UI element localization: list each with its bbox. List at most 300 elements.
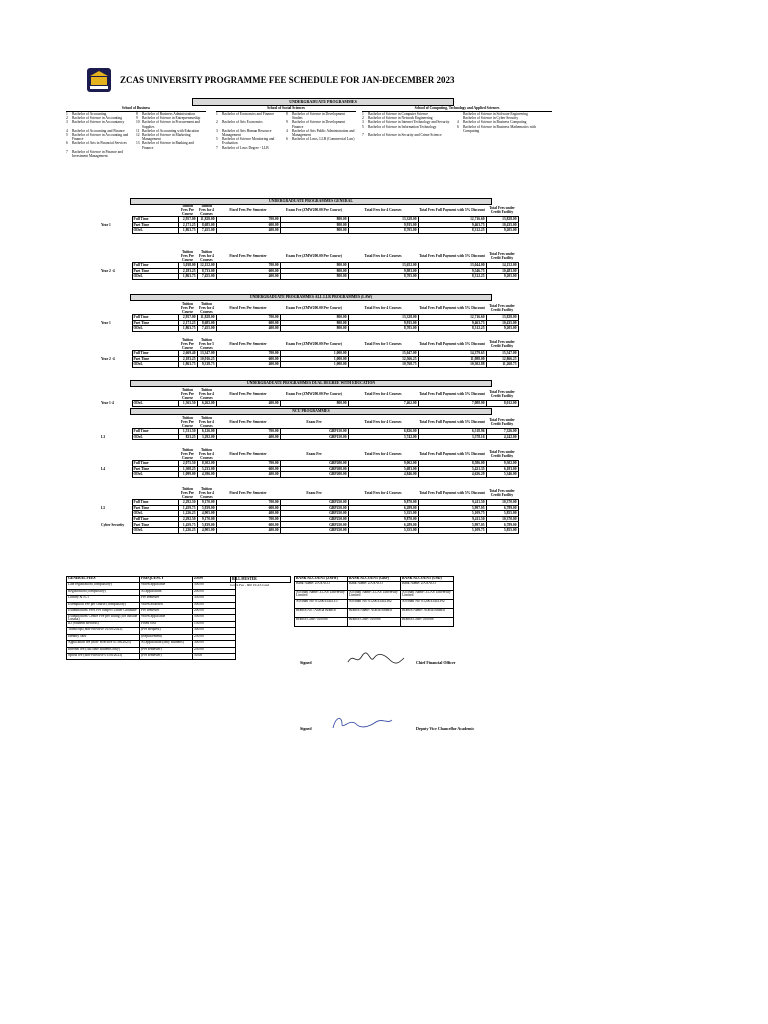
- bank-detail: Branch Code: 010088: [295, 618, 348, 627]
- fee-value: 1,000.00: [280, 351, 348, 357]
- fee-value: 7,455.00: [197, 326, 216, 332]
- fee-value: 9,502.00: [486, 461, 518, 467]
- fee-value: 600.00: [216, 222, 280, 228]
- column-header: Tuition Fees Per Course: [180, 250, 195, 262]
- programme-number: 5: [362, 124, 364, 129]
- fee-value: 400.00: [216, 527, 280, 533]
- fee-value: 3,038.00: [178, 263, 197, 269]
- fee-value: 9,463.75: [418, 222, 486, 228]
- row-group-label: Year 2 -4: [101, 268, 115, 273]
- column-header: Total Fees Full Payment with 5% Discount: [419, 342, 485, 346]
- column-header: Total Fees under Credit Facility: [489, 489, 515, 497]
- fee-value: 9,870.00: [348, 500, 418, 506]
- column-header: Exam Fee (ZMW200.00 Per Course): [286, 392, 342, 396]
- programme-number: 9: [286, 120, 288, 125]
- column-header: Exam Fee: [306, 452, 322, 456]
- fee-value: 7,326.00: [486, 429, 518, 435]
- fee-value: 800.00: [280, 228, 348, 234]
- programme-item: [286, 120, 356, 128]
- signature-label-dvc: Signed: [300, 726, 312, 731]
- university-logo-icon: [86, 67, 112, 93]
- fee-value: 5,855.00: [486, 511, 518, 517]
- column-header: Total Fees Full Payment with 5% Discount: [419, 452, 485, 456]
- table-row: [100, 326, 518, 332]
- fee-value: 1,531.50: [178, 429, 197, 435]
- programme-name: Bachelor of Science in Accountancy: [72, 120, 125, 125]
- fee-value: 9,002.00: [348, 461, 418, 467]
- programme-number: 6: [286, 137, 288, 142]
- table-row: [100, 362, 518, 368]
- programme-number: 5: [216, 137, 218, 142]
- column-header: [132, 448, 178, 461]
- school-programme-lists: [66, 106, 706, 194]
- column-header: Fixed Fees Per Semester: [229, 306, 267, 310]
- fee-amount: 250.00: [193, 647, 236, 653]
- fee-value: 9,870.00: [348, 516, 418, 522]
- study-mode: Full Time: [132, 351, 178, 357]
- fee-value: 5,355.00: [348, 527, 418, 533]
- bank-detail: Account No: 0120033441317: [295, 600, 348, 609]
- programme-number: 1: [66, 112, 68, 116]
- fee-value: 5,421.35: [418, 466, 486, 472]
- fee-value: 800.00: [280, 263, 348, 269]
- programme-name: Bachelor of Science in Business Computing: [463, 120, 527, 125]
- fee-value: 4,905.00: [197, 511, 216, 517]
- fee-value: 8,705.00: [348, 326, 418, 332]
- programme-number: 4: [66, 128, 68, 133]
- bill-muster-header: BILL MUSTER: [230, 576, 291, 583]
- column-header: Exam Fee (ZMW200.00 Per Course): [286, 342, 342, 346]
- column-header: Tuition Fees for 4 Courses: [199, 204, 214, 216]
- fee-value: 5,855.00: [486, 527, 518, 533]
- fee-value: 2,292.50: [178, 500, 197, 506]
- fee-name: Library & ICT: [67, 596, 140, 602]
- programme-number: 4: [286, 128, 288, 133]
- fee-value: 6,826.00: [348, 429, 418, 435]
- school-name: School of Business: [66, 106, 206, 112]
- study-mode: Part Time: [132, 505, 178, 511]
- fee-value: 4,396.00: [197, 472, 216, 478]
- table-row: [100, 401, 518, 407]
- bank-detail: Branch No.: Acacia Branch: [295, 609, 348, 618]
- programme-item: [362, 133, 457, 137]
- fee-value: 12,152.00: [197, 263, 216, 269]
- column-header: [132, 338, 178, 351]
- fee-value: GBP250.00: [280, 505, 348, 511]
- table-header-row: [100, 388, 518, 401]
- row-group-label: [100, 472, 132, 478]
- column-header: [100, 448, 132, 461]
- fee-value: 4,846.00: [348, 472, 418, 478]
- programme-number: 6: [66, 141, 68, 146]
- table-row: [100, 228, 518, 234]
- programme-name: Bachelor of Science in Procurement and Supplies: [142, 120, 200, 129]
- fee-value: 6,126.00: [197, 429, 216, 435]
- fee-name: Identity card: [67, 634, 140, 640]
- fee-value: 400.00: [216, 274, 280, 280]
- fee-value: 400.00: [216, 228, 280, 234]
- fee-value: 13,328.00: [348, 315, 418, 321]
- fee-name: Application fee (non- effective 01/08/2023): [67, 641, 140, 647]
- column-header: Total Fees under Credit Facility: [489, 304, 515, 312]
- fee-value: GBP250.00: [280, 527, 348, 533]
- fee-value: 700.00: [216, 263, 280, 269]
- fee-value: 1,000.00: [280, 356, 348, 362]
- column-header: Total Fees for 4 Courses: [364, 420, 402, 424]
- fee-value: 13,828.00: [486, 217, 518, 223]
- fee-value: 6,183.00: [486, 466, 518, 472]
- programme-name: Bachelor of Science in Internet Technology and Security: [368, 120, 450, 125]
- fee-value: 7,462.00: [348, 401, 418, 407]
- row-group-label: [100, 326, 132, 332]
- study-mode: ODeL: [132, 326, 178, 332]
- row-group-label: [100, 228, 132, 234]
- programme-item: [362, 125, 457, 133]
- programme-number: 2: [66, 116, 68, 121]
- fee-value: 12,716.60: [418, 217, 486, 223]
- programme-item: [136, 133, 206, 141]
- column-header: [100, 388, 132, 401]
- study-mode: Part Time: [132, 268, 178, 274]
- fee-value: 13,652.00: [348, 263, 418, 269]
- programme-name: Bachelor of Science in Network Engineering: [368, 116, 433, 121]
- fee-value: 5,346.00: [486, 472, 518, 478]
- programme-list: [216, 112, 356, 150]
- general-fees-table: [66, 576, 236, 660]
- programme-list: [66, 112, 206, 158]
- fee-value: 1,863.75: [178, 228, 197, 234]
- fee-frequency: Per semester: [140, 596, 193, 602]
- fee-value: 9,411.50: [418, 500, 486, 506]
- fee-value: 700.00: [216, 516, 280, 522]
- programme-item: [457, 125, 552, 133]
- undergrad-programmes-bar: UNDERGRADUATE PROGRAMMES: [192, 98, 454, 106]
- programme-name: Bachelor of Accounting with Education: [142, 128, 200, 133]
- column-header: Total Fees Full Payment with 5% Discount: [419, 491, 485, 495]
- column-header: Exam Fee (ZMW200.00 Per Course): [286, 208, 342, 212]
- fee-value: 1,565.50: [178, 401, 197, 407]
- programme-number: 7: [216, 145, 218, 150]
- fee-value: GBP200.00: [280, 472, 348, 478]
- fee-amount: 150.00: [193, 621, 236, 627]
- fee-value: 8,586.00: [418, 461, 486, 467]
- programme-number: 1: [216, 112, 218, 116]
- fee-frequency: When awarded: [140, 602, 193, 608]
- fee-value: 9,170.00: [197, 500, 216, 506]
- column-header: [100, 204, 132, 217]
- study-mode: ODeL: [132, 274, 178, 280]
- fee-name: Late registration (compulsory): [67, 583, 140, 589]
- llb-section-title: UNDERGRADUATE PROGRAMMES ALL LLB PROGRAMMES (LAW): [130, 294, 492, 301]
- study-mode: Full Time: [132, 429, 178, 435]
- fee-value: 700.00: [216, 351, 280, 357]
- fee-value: 700.00: [216, 429, 280, 435]
- fee-value: 2,171.25: [178, 320, 197, 326]
- dual-fee-table: [100, 388, 519, 407]
- programme-name: Bachelor of Science in Business Mathematics with Computing: [463, 124, 537, 133]
- fee-value: 8,312.25: [418, 326, 486, 332]
- column-header: Total Fees under Credit Facility: [489, 206, 515, 214]
- fee-frequency: (Replacement): [140, 634, 193, 640]
- column-header: Total Fees under Credit Facility: [489, 450, 515, 458]
- study-mode: Full Time: [132, 516, 178, 522]
- row-label: ODeL: [132, 401, 178, 407]
- fee-amount: 500.00: [193, 615, 236, 622]
- fee-value: 1,226.25: [178, 511, 197, 517]
- programme-name: Bachelor of Science in Software Engineering: [463, 112, 528, 116]
- fee-amount: 500.00: [193, 583, 236, 589]
- fee-value: 2,292.50: [178, 516, 197, 522]
- bank-detail: Branch Name: Acacia Branch: [348, 609, 401, 618]
- study-mode: ODeL: [132, 472, 178, 478]
- column-header: Fixed Fees Per Semester: [229, 342, 267, 346]
- fee-frequency: When applicable: [140, 583, 193, 589]
- fee-value: 9,463.75: [418, 320, 486, 326]
- fee-value: 2,957.00: [178, 217, 197, 223]
- row-group-label: [100, 274, 132, 280]
- fee-value: 700.00: [216, 461, 280, 467]
- general-fee-row: [67, 653, 236, 659]
- fee-value: 6,289.00: [348, 522, 418, 528]
- programme-item: [286, 137, 356, 145]
- signature-label-cfo: Signed: [300, 660, 312, 665]
- column-header: Tuition Fees for 5 Courses: [199, 338, 214, 350]
- fee-value: 5,997.05: [418, 522, 486, 528]
- programme-number: 12: [136, 133, 140, 138]
- column-header: ZMW: [193, 577, 236, 583]
- document-header: [66, 62, 706, 98]
- column-header: Total Fees for 5 Courses: [364, 342, 402, 346]
- bank-detail: Bank Name: ZANACO: [348, 582, 401, 591]
- column-header: Fixed Fees Per Semester: [229, 491, 267, 495]
- programme-item: [66, 133, 136, 141]
- column-header: Total Fees under Credit Facility: [489, 340, 515, 348]
- fee-name: Internet fee (full time students only): [67, 647, 140, 653]
- programme-number: 1: [362, 112, 364, 116]
- fee-value: 6,789.00: [486, 522, 518, 528]
- fee-value: 8,705.00: [348, 274, 418, 280]
- fee-value: 9,205.00: [486, 274, 518, 280]
- study-mode: Full Time: [132, 461, 178, 467]
- fee-value: 5,109.75: [418, 511, 486, 517]
- column-header: Exam Fee: [306, 491, 322, 495]
- bank-detail: Branch Code: 010088: [348, 618, 401, 627]
- column-header: [132, 388, 178, 401]
- column-header: Total Fees Full Payment with 5% Discount: [419, 254, 485, 258]
- column-header: [132, 204, 178, 217]
- programme-number: 7: [362, 133, 364, 138]
- programme-number: 11: [136, 128, 140, 133]
- fee-frequency: Per semester: [140, 608, 193, 614]
- column-header: Total Fees for 4 Courses: [364, 306, 402, 310]
- fee-value: GBP250.00: [280, 516, 348, 522]
- fee-value: 7,088.90: [418, 401, 486, 407]
- signature-cfo-icon: [346, 650, 406, 668]
- fee-value: 9,935.00: [348, 222, 418, 228]
- programme-name: Bachelor of Business Administration: [142, 112, 196, 116]
- fee-value: 800.00: [280, 315, 348, 321]
- fee-table: [100, 448, 519, 478]
- table-header-row: [100, 338, 518, 351]
- study-mode: Part Time: [132, 522, 178, 528]
- fee-value: 4,242.00: [486, 434, 518, 440]
- table-header-row: [100, 204, 518, 217]
- fee-value: GBP150.00: [280, 429, 348, 435]
- fee-value: 800.00: [280, 401, 348, 407]
- column-header: Total Fees under Credit Facility: [489, 418, 515, 426]
- fee-value: 600.00: [216, 356, 280, 362]
- fee-value: 13,044.00: [418, 263, 486, 269]
- fee-value: 1,863.75: [178, 362, 197, 368]
- programme-name: Bachelor of Science in Development Studies: [292, 112, 345, 121]
- bank-detail: Bank Name: ZANACO: [295, 582, 348, 591]
- column-header: Total Fees for 4 Courses: [364, 392, 402, 396]
- programme-item: [216, 129, 286, 137]
- bank-detail: Account No: 0120033441392: [401, 600, 454, 609]
- column-header: Total Fees under Credit Facility: [489, 252, 515, 260]
- table-row: [100, 472, 518, 478]
- fee-value: 6,262.00: [197, 401, 216, 407]
- fee-frequency: When applicable: [140, 615, 193, 622]
- fee-frequency: At application: [140, 589, 193, 595]
- column-header: Total Fees Full Payment with 5% Discount: [419, 392, 485, 396]
- fee-value: 13,828.00: [486, 315, 518, 321]
- fee-table: [100, 487, 519, 534]
- fee-value: 1,459.75: [178, 522, 197, 528]
- programme-name: Bachelor of Science in Marketing Management: [142, 133, 191, 142]
- column-header: Tuition Fees Per Course: [180, 204, 195, 216]
- column-header: [100, 250, 132, 263]
- dual-section-title: UNDERGRADUATE PROGRAMMES DUAL DEGREE WITH EDUCATION: [130, 380, 492, 387]
- ncu-section-title: NCU PROGRAMMES: [130, 408, 492, 415]
- study-mode: Part Time: [132, 466, 178, 472]
- fee-value: 9,983.00: [348, 268, 418, 274]
- column-header: Exam Fee: [306, 420, 322, 424]
- fee-value: 6,789.00: [486, 505, 518, 511]
- fee-value: 2,183.25: [178, 268, 197, 274]
- fee-value: 2,075.50: [178, 461, 197, 467]
- fee-value: 1,863.75: [178, 326, 197, 332]
- programme-item: [136, 120, 206, 128]
- programme-name: Bachelor of Science in Accounting and Finance: [72, 133, 129, 142]
- programme-number: 6: [457, 124, 459, 129]
- fee-name: Registration (compulsory): [67, 589, 140, 595]
- programme-name: Bachelor of Science in Development Finance: [292, 120, 345, 129]
- column-header: Tuition Fees for 4 Courses: [199, 250, 214, 262]
- column-header: Tuition Fees for 4 Courses: [199, 416, 214, 428]
- fee-value: 5,233.00: [197, 466, 216, 472]
- column-header: Tuition Fees for 4 Courses: [199, 388, 214, 400]
- row-group-label: Year 1: [101, 320, 111, 325]
- column-header: [132, 416, 178, 429]
- programme-name: Bachelor of Science in Information Technology: [368, 124, 437, 129]
- column-header: Total Fees Full Payment with 5% Discount: [419, 306, 485, 310]
- fee-value: 600.00: [216, 522, 280, 528]
- fee-value: 9,318.75: [197, 362, 216, 368]
- fee-frequency: (Per semester): [140, 653, 193, 659]
- column-header: Tuition Fees Per Course: [180, 388, 195, 400]
- study-mode: Full Time: [132, 315, 178, 321]
- fee-table: [100, 416, 519, 440]
- fee-value: 800.00: [280, 268, 348, 274]
- column-header: [100, 487, 132, 500]
- column-header: Tuition Fees for 4 Courses: [199, 448, 214, 460]
- fee-value: 400.00: [216, 472, 280, 478]
- bank-detail: Branch Name: Acacia Branch: [401, 609, 454, 618]
- fee-table: [100, 204, 519, 234]
- table-row: [100, 434, 518, 440]
- study-mode: ODeL: [132, 362, 178, 368]
- fee-value: 1,000.00: [280, 362, 348, 368]
- fee-value: 14,379.65: [418, 351, 486, 357]
- column-header: Exam Fee (ZMW200.00 Per Course): [286, 254, 342, 258]
- fee-value: 9,205.00: [486, 326, 518, 332]
- fee-value: 823.25: [178, 434, 197, 440]
- bank-detail: Account No: 0120033441362: [348, 600, 401, 609]
- column-header: Total Fees for 4 Courses: [364, 491, 402, 495]
- programme-item: [66, 141, 136, 149]
- programme-name: Bachelor of Science in Accounting: [72, 116, 123, 121]
- fee-value: GBP150.00: [280, 434, 348, 440]
- fee-schedule-sheet: [66, 62, 706, 731]
- bank-column-header: BANK ACCOUNT (USD): [401, 577, 454, 582]
- fee-value: 2,957.00: [178, 315, 197, 321]
- bank-column-header: BANK ACCOUNT (ZMW): [295, 577, 348, 582]
- fee-frequency: At application (only students): [140, 641, 193, 647]
- fee-value: GBP200.00: [280, 461, 348, 467]
- fee-value: 600.00: [216, 268, 280, 274]
- row-group-label: L3: [101, 434, 106, 439]
- study-mode: Part Time: [132, 320, 178, 326]
- fee-value: 10,370.00: [486, 500, 518, 506]
- table-row: [100, 527, 518, 533]
- fee-value: 7,455.00: [197, 228, 216, 234]
- fee-tables-area: [66, 194, 706, 574]
- fee-value: 6,518.96: [418, 429, 486, 435]
- column-header: [132, 487, 178, 500]
- school-column: [362, 106, 552, 137]
- column-header: Fixed Fees Per Semester: [229, 254, 267, 258]
- fee-name: Exemption Fee per course (compulsory): [67, 602, 140, 608]
- fee-value: GBP250.00: [280, 511, 348, 517]
- fee-value: 10,370.00: [486, 516, 518, 522]
- fee-value: 8,705.00: [348, 228, 418, 234]
- table-header-row: [100, 416, 518, 429]
- fee-value: 1,863.75: [178, 274, 197, 280]
- programme-name: Bachelor of Science in Banking and Finance: [142, 141, 194, 150]
- fee-value: 11,828.00: [197, 315, 216, 321]
- column-header: Exam Fee (ZMW200.00 Per Course): [286, 306, 342, 310]
- fee-value: 9,170.00: [197, 516, 216, 522]
- study-mode: Full Time: [132, 217, 178, 223]
- fee-value: 800.00: [280, 320, 348, 326]
- fee-value: 11,268.75: [486, 362, 518, 368]
- fee-value: 4,626.20: [418, 472, 486, 478]
- fee-value: 700.00: [216, 500, 280, 506]
- study-mode: Full Time: [132, 500, 178, 506]
- fee-value: 14,152.00: [486, 263, 518, 269]
- bank-detail: Bank Name: ZANACO: [401, 582, 454, 591]
- fee-value: 15,047.00: [348, 351, 418, 357]
- column-header: Fixed Fees Per Semester: [229, 392, 267, 396]
- programme-number: 2: [216, 120, 218, 125]
- fee-value: 800.00: [280, 217, 348, 223]
- programme-number: 2: [362, 116, 364, 121]
- fee-value: 11,828.00: [197, 217, 216, 223]
- fee-amount: 300.00: [193, 641, 236, 647]
- column-header: Total Fees for 4 Courses: [364, 452, 402, 456]
- fee-value: 3,578.16: [418, 434, 486, 440]
